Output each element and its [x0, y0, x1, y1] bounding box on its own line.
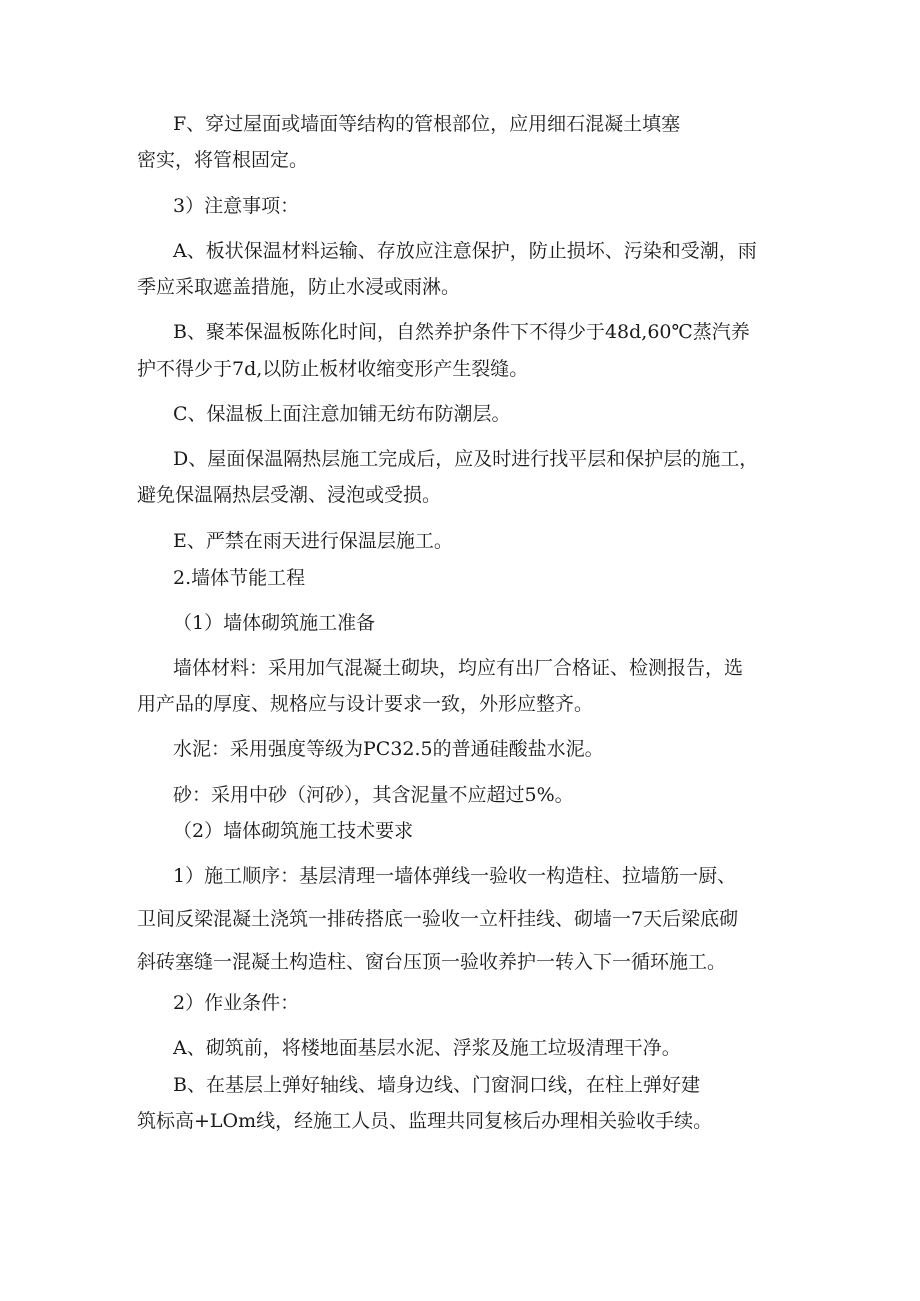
text-line-1: F、穿过屋面或墙面等结构的管根部位，应用细石混凝土填塞 [173, 113, 681, 135]
text-line-21: 斜砖塞缝一混凝土构造柱、窗台压顶一验收养护一转入下一循环施工。 [137, 951, 727, 973]
text-line-23: A、砌筑前，将楼地面基层水泥、浮浆及施工垃圾清理干净。 [173, 1037, 681, 1059]
subsection-heading: （2）墙体砌筑施工技术要求 [173, 820, 414, 842]
text-line-19: 1）施工顺序：基层清理一墙体弹线一验收一构造柱、拉墙筋一厨、 [173, 865, 737, 887]
text-line-9: D、屋面保温隔热层施工完成后，应及时进行找平层和保护层的施工， [173, 448, 759, 470]
text-line-11: E、严禁在雨天进行保温层施工。 [173, 530, 453, 552]
text-line-14: 墙体材料：采用加气混凝土砌块，均应有出厂合格证、检测报告，选 [173, 657, 744, 679]
text-line-16: 水泥：采用强度等级为PC32.5的普通硅酸盐水泥。 [173, 738, 604, 760]
text-line-22: 2）作业条件： [173, 992, 300, 1014]
text-line-15: 用产品的厚度、规格应与设计要求一致，外形应整齐。 [137, 693, 594, 715]
text-line-7: 护不得少于7d,以防止板材收缩变形产生裂缝。 [137, 358, 529, 380]
text-line-8: C、保温板上面注意加铺无纺布防潮层。 [173, 403, 511, 425]
text-line-24: B、在基层上弹好轴线、墙身边线、门窗洞口线，在柱上弹好建 [173, 1074, 700, 1096]
text-line-4: A、板状保温材料运输、存放应注意保护，防止损坏、污染和受潮，雨 [173, 240, 757, 262]
text-line-25: 筑标高+LOm线，经施工人员、监理共同复核后办理相关验收手续。 [137, 1110, 713, 1132]
text-line-3: 3）注意事项： [173, 195, 300, 217]
text-line-17: 砂：采用中砂（河砂），其含泥量不应超过5%。 [173, 784, 574, 806]
text-line-10: 避免保温隔热层受潮、浸泡或受损。 [137, 484, 442, 506]
subsection-heading: （1）墙体砌筑施工准备 [173, 612, 376, 634]
text-line-5: 季应采取遮盖措施，防止水浸或雨淋。 [137, 276, 461, 298]
section-heading: 2.墙体节能工程 [173, 567, 306, 589]
text-line-6: B、聚苯保温板陈化时间，自然养护条件下不得少于48d,60℃蒸汽养 [173, 321, 750, 343]
text-line-20: 卫间反梁混凝土浇筑一排砖搭底一验收一立杆挂线、砌墙一7天后梁底砌 [137, 908, 739, 930]
text-line-2: 密实，将管根固定。 [137, 149, 309, 171]
